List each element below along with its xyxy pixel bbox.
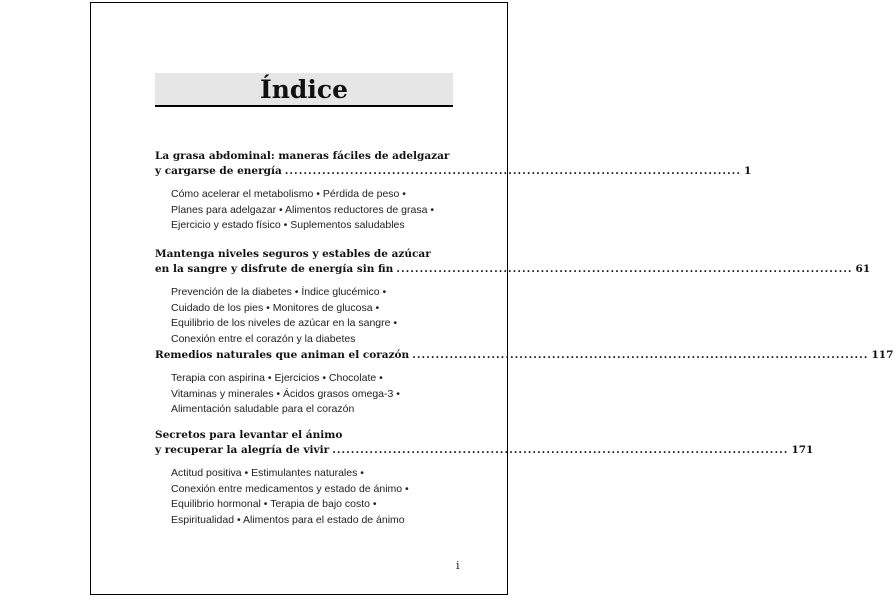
topic-line: Prevención de la diabetes • Índice glucémico • (171, 286, 387, 298)
title-bar (155, 73, 453, 107)
topic-list (171, 187, 453, 234)
topic-line: Conexión entre el corazón y la diabetes (171, 332, 356, 345)
dot-leader: .................................................................................................. (396, 263, 853, 275)
topic-line: Espiritualidad • Alimentos para el estado de ánimo (171, 513, 405, 526)
topic-list (171, 371, 453, 418)
topic-line: Ejercicio y estado físico • Suplementos saludables (171, 219, 405, 231)
dot-leader: .................................................................................................. (412, 349, 869, 361)
section-heading[interactable]: Remedios naturales que animan el corazón .................................................................................................. 117 (155, 349, 893, 361)
toc-section-3 (155, 348, 893, 418)
folio-page-number: i (456, 559, 460, 572)
dot-leader: .................................................................................................. (332, 444, 789, 456)
topic-line: Actitud positiva • Estimulantes naturales • (171, 467, 364, 479)
toc-section-4 (155, 428, 814, 528)
topic-line: Equilibrio hormonal • Terapia de bajo costo • (171, 498, 377, 510)
topic-line: Terapia con aspirina • Ejercicios • Chocolate • (171, 372, 383, 384)
section-heading[interactable]: La grasa abdominal: maneras fáciles de adelgazar y cargarse de energía .................................................................................................. 1 (155, 150, 752, 177)
topic-list (171, 466, 453, 528)
topic-line: Alimentación saludable para el corazón (171, 403, 355, 415)
book-page (90, 2, 893, 595)
section-heading[interactable]: Mantenga niveles seguros y estables de azúcar en la sangre y disfrute de energía sin fin .................................................................................................. 61 (155, 248, 871, 275)
page-number: 61 (855, 263, 871, 275)
topic-line: Planes para adelgazar • Alimentos reductores de grasa • (171, 203, 435, 216)
topic-line: Vitaminas y minerales • Ácidos grasos omega-3 • (171, 387, 400, 400)
section-heading[interactable]: Secretos para levantar el ánimo y recuperar la alegría de vivir .................................................................................................. 171 (155, 429, 814, 456)
page-number: 117 (871, 349, 893, 361)
page-title: Índice (260, 75, 348, 104)
dot-leader: .................................................................................................. (284, 165, 741, 177)
page-number: 1 (744, 165, 752, 177)
topic-line: Cuidado de los pies • Monitores de glucosa • (171, 301, 380, 314)
topic-line: Cómo acelerar el metabolismo • Pérdida de peso • (171, 188, 406, 200)
topic-list (171, 285, 453, 347)
toc-section-2 (155, 247, 871, 347)
topic-line: Equilibrio de los niveles de azúcar en la sangre • (171, 317, 398, 329)
toc-section-1 (155, 149, 752, 234)
page-number: 171 (791, 444, 814, 456)
topic-line: Conexión entre medicamentos y estado de ánimo • (171, 482, 409, 495)
